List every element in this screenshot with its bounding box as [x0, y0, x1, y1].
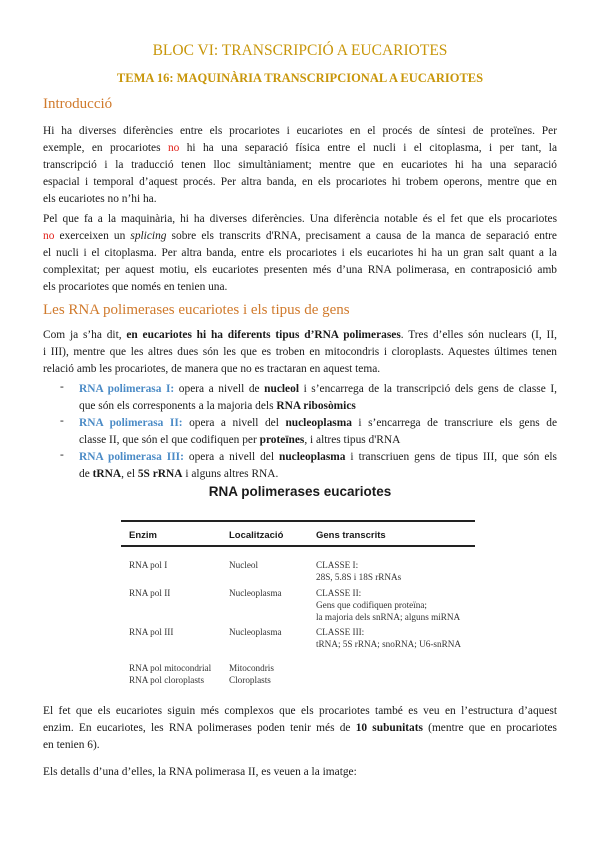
intro-paragraph-2: Pel que fa a la maquinària, hi ha diverses diferències. Una diferència notable és el fet que els procariotes no exerceixen un splicing sobre els transcrits d'RNA, precisament a causa de la manca de separació entre el nucli i el citoplasma. Per altra banda, entre els procariotes i els eucariotes hi ha un gran salt quant a la complexitat; per aquest motiu, els eucariotes presenten més d’una RNA polimerasa, en contraposició amb els procariotes que només en tenien una.: [43, 213, 557, 294]
rna-polymerases-heading: Les RNA polimerases eucariotes i els tipus de gens: [43, 302, 350, 318]
table-cell: RNA pol mitocondrial RNA pol cloroplasts: [129, 663, 212, 685]
column-header-enzim: Enzim: [129, 530, 157, 541]
highlight-no: no: [43, 230, 55, 243]
table-cell: RNA pol II: [129, 588, 171, 598]
closing-paragraph-2: Els detalls d’una d’elles, la RNA polimerasa II, es veuen a la imatge:: [43, 766, 357, 778]
bullet-marker: -: [60, 449, 64, 461]
table-cell: RNA pol III: [129, 627, 174, 637]
table-cell: CLASSE II: Gens que codifiquen proteïna; la majoria dels snRNA; alguns miRNA: [316, 588, 461, 622]
highlight-no: no: [167, 142, 180, 155]
bullet-rna-pol-3: RNA polimerasa III: opera a nivell del nucleoplasma i transcriuen gens de tipus III, que són els de tRNA, el 5S rRNA i alguns altres RNA.: [79, 451, 557, 480]
splicing-term: splicing: [130, 230, 167, 243]
bullet-rna-pol-2: RNA polimerasa II: opera a nivell del nucleoplasma i s’encarrega de transcriure els gens de classe II, que són el que codifiquen per proteïnes, i altres tipus d'RNA: [79, 417, 557, 446]
table-title: RNA polimerases eucariotes: [208, 484, 392, 499]
bloc-title: BLOC VI: TRANSCRIPCIÓ A EUCARIOTES: [152, 42, 448, 59]
table-cell: Nucleoplasma: [229, 588, 282, 598]
table-header-rule: [121, 545, 475, 547]
bullet-marker: -: [60, 381, 64, 393]
section2-paragraph: Com ja s’ha dit, en eucariotes hi ha diferents tipus d’RNA polimerases. Tres d’elles són nuclears (I, II, i III), mentre que les altres dues són les que es troben en mitocondris i cloroplasts. Aquestes últimes tenen relació amb les procariotes, de manera que no es tractaran en aquest tema.: [43, 329, 557, 376]
intro-paragraph-1: Hi ha diverses diferències entre els procariotes i eucariotes en el procés de síntesi de proteïnes. Per exemple, en procariotes no hi ha una separació física entre el nucli i el citoplasma, i per tant, la transcripció i la traducció tenen lloc simultàniament; mentre que en eucariotes hi ha una separació espacial i temporal d’aquest procés. Per altra banda, en els procariotes hi trobem operons, mentre que en els eucariotes no n’hi ha.: [43, 125, 558, 206]
table-cell: CLASSE III: tRNA; 5S rRNA; snoRNA; U6-snRNA: [316, 627, 461, 649]
intro-heading: Introducció: [43, 96, 113, 112]
column-header-localitzacio: Localització: [229, 530, 284, 541]
table-cell: CLASSE I: 28S, 5.8S i 18S rRNAs: [316, 560, 402, 582]
table-cell: Mitocondris Cloroplasts: [229, 663, 274, 685]
tema-title: TEMA 16: MAQUINÀRIA TRANSCRIPCIONAL A EUCARIOTES: [116, 71, 484, 85]
table-cell: RNA pol I: [129, 560, 168, 570]
table-top-rule: [121, 520, 475, 522]
table-cell: Nucleol: [229, 560, 259, 570]
closing-paragraph-1: El fet que els eucariotes siguin més complexos que els procariotes també es veu en l’estructura d’aquest enzim. En eucariotes, les RNA polimerases poden tenir més de 10 subunitats (mentre que en procariotes en tenien 6).: [43, 705, 557, 752]
bullet-rna-pol-1: RNA polimerasa I: opera a nivell de nucleol i s’encarrega de la transcripció dels gens de classe I, que són els corresponents a la majoria dels RNA ribosòmics: [79, 383, 557, 412]
column-header-gens: Gens transcrits: [316, 530, 386, 541]
bullet-marker: -: [60, 415, 64, 427]
table-cell: Nucleoplasma: [229, 627, 282, 637]
